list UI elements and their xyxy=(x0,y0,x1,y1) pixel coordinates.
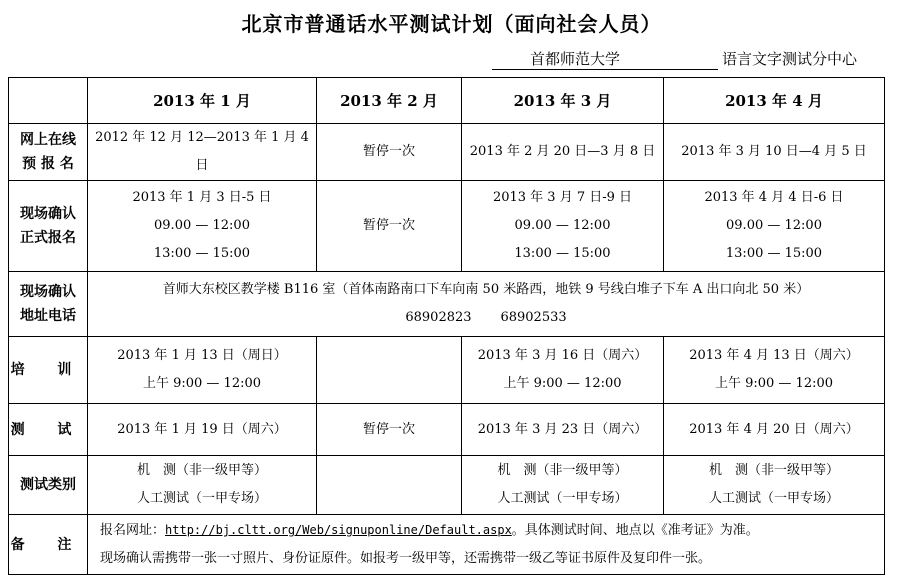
cell-value: 2013 年 3 月 23 日（周六） xyxy=(462,404,664,456)
cell-value: 2013 年 3 月 7 日-9 日 09.00 — 12:00 13:00 — 15:00 xyxy=(462,181,664,272)
cell-value: 机 测（非一级甲等） 人工测试（一甲专场） xyxy=(462,456,664,515)
onsite-confirm-row xyxy=(9,181,885,272)
test-row xyxy=(9,404,885,456)
cell-value: 2013 年 3 月 10 日—4 月 5 日 xyxy=(664,124,885,181)
month-header: 2013 年 3 月 xyxy=(462,78,664,124)
subtitle xyxy=(492,48,857,70)
cell-value: 2013 年 1 月 13 日（周日） 上午 9:00 — 12:00 xyxy=(88,337,317,404)
university-name: 首都师范大学 xyxy=(492,48,718,70)
cell-value: 2013 年 3 月 16 日（周六） 上午 9:00 — 12:00 xyxy=(462,337,664,404)
cell-value: 机 测（非一级甲等） 人工测试（一甲专场） xyxy=(664,456,885,515)
row-label: 测 试 xyxy=(9,404,88,456)
cell-value: 暂停一次 xyxy=(317,404,462,456)
cell-value: 2013 年 1 月 19 日（周六） xyxy=(88,404,317,456)
address-text: 首师大东校区教学楼 B116 室（首体南路南口下车向南 50 米路西，地铁 9 号线白堆子下车 A 出口向北 50 米） xyxy=(162,282,810,297)
cell-value: 机 测（非一级甲等） 人工测试（一甲专场） xyxy=(88,456,317,515)
cell-value: 2013 年 1 月 3 日-5 日 09.00 — 12:00 13:00 — 15:00 xyxy=(88,181,317,272)
address-phone-row xyxy=(9,272,885,337)
page-title: 北京市普通话水平测试计划（面向社会人员） xyxy=(241,12,662,36)
corner-cell xyxy=(9,78,88,124)
cell-value: 2012 年 12 月 12—2013 年 1 月 4 日 xyxy=(88,124,317,181)
cell-value: 暂停一次 xyxy=(317,124,462,181)
row-label: 测试类别 xyxy=(9,456,88,515)
address-cell xyxy=(88,272,885,337)
cell-value: 暂停一次 xyxy=(317,181,462,272)
month-header: 2013 年 2 月 xyxy=(317,78,462,124)
remarks-cell: 报名网址：http://bj.cltt.org/Web/signuponline/Default.aspx。具体测试时间、地点以《准考证》为准。 现场确认需携带一张一寸照片、身份证原件。如报考一级甲等，还需携带一级乙等证书原件及复印件一张。 xyxy=(88,515,885,575)
registration-url-link[interactable]: http://bj.cltt.org/Web/signuponline/Default.aspx xyxy=(165,523,512,537)
month-header: 2013 年 1 月 xyxy=(88,78,317,124)
department-name: 语言文字测试分中心 xyxy=(722,50,858,68)
cell-value xyxy=(317,456,462,515)
row-label: 现场确认 地址电话 xyxy=(9,272,88,337)
row-label: 网上在线 预 报 名 xyxy=(9,124,88,181)
row-label: 备 注 xyxy=(9,515,88,575)
cell-value: 2013 年 4 月 4 日-6 日 09.00 — 12:00 13:00 — 15:00 xyxy=(664,181,885,272)
cell-value: 2013 年 4 月 13 日（周六） 上午 9:00 — 12:00 xyxy=(664,337,885,404)
month-header-row xyxy=(9,78,885,124)
row-label: 培 训 xyxy=(9,337,88,404)
cell-value xyxy=(317,337,462,404)
phone-numbers: 68902823 68902533 xyxy=(405,310,567,325)
online-registration-row xyxy=(9,124,885,181)
cell-value: 2013 年 4 月 20 日（周六） xyxy=(664,404,885,456)
row-label: 现场确认 正式报名 xyxy=(9,181,88,272)
training-row xyxy=(9,337,885,404)
test-category-row xyxy=(9,456,885,515)
cell-value: 2013 年 2 月 20 日—3 月 8 日 xyxy=(462,124,664,181)
remarks-text: 现场确认需携带一张一寸照片、身份证原件。如报考一级甲等，还需携带一级乙等证书原件及复印件一张。 xyxy=(100,551,712,566)
month-header: 2013 年 4 月 xyxy=(664,78,885,124)
test-plan-table xyxy=(8,77,885,575)
remarks-row xyxy=(9,515,885,575)
